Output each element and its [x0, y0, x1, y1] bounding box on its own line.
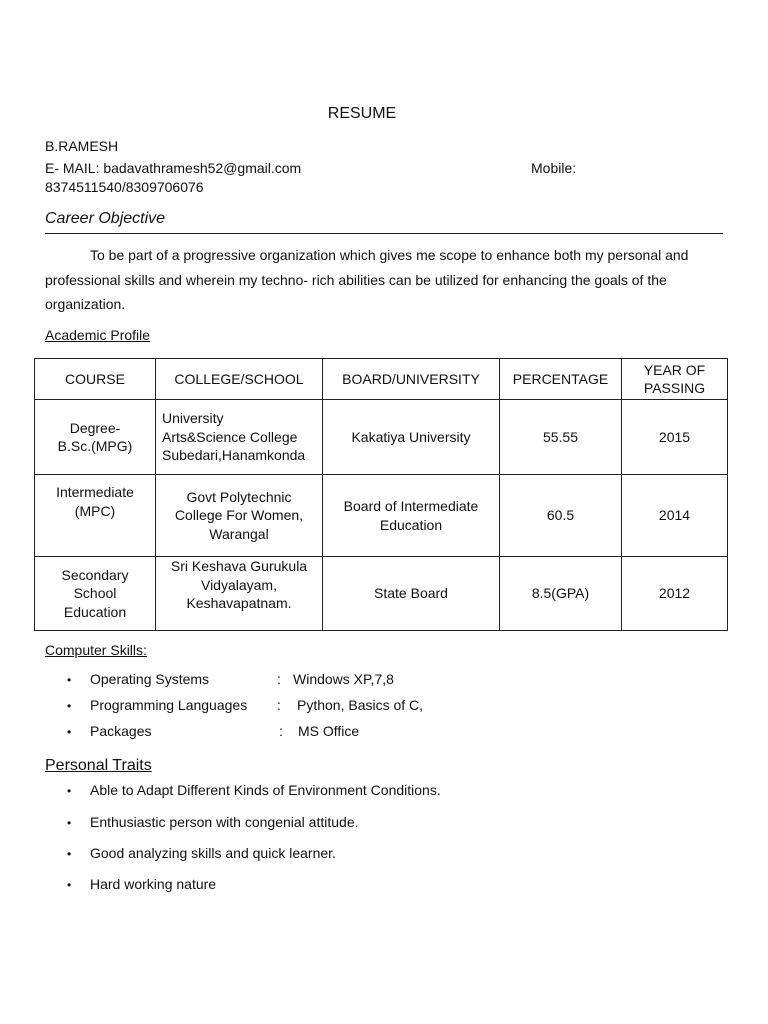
trait-item: Enthusiastic person with congenial attitude. [90, 814, 359, 830]
trait-item: Good analyzing skills and quick learner. [90, 845, 336, 861]
skill-value: Python, Basics of C, [297, 697, 424, 713]
college-cell: Govt Polytechnic College For Women, Warangal [156, 475, 323, 557]
bullet-icon: • [67, 816, 72, 830]
percentage-cell: 55.55 [500, 400, 622, 475]
header-board: BOARD/UNIVERSITY [323, 359, 500, 400]
trait-item: Able to Adapt Different Kinds of Environment Conditions. [90, 782, 441, 798]
college-cell: Sri Keshava Gurukula Vidyalayam, Keshavapatnam. [156, 557, 323, 631]
table-row [35, 557, 728, 631]
year-cell: 2012 [622, 557, 728, 631]
table-row [35, 400, 728, 475]
skill-label: Programming Languages [90, 697, 248, 713]
course-cell: Secondary School Education [35, 557, 156, 631]
board-cell: State Board [323, 557, 500, 631]
header-course: COURSE [35, 359, 156, 400]
academic-table [34, 358, 728, 631]
email-line: E- MAIL: badavathramesh52@gmail.com [45, 160, 302, 176]
year-cell: 2014 [622, 475, 728, 557]
course-cell: Degree- B.Sc.(MPG) [35, 400, 156, 475]
mobile-label: Mobile: [531, 160, 577, 176]
table-header-row [35, 359, 728, 400]
bullet-icon: • [67, 878, 72, 892]
bullet-icon: • [67, 725, 72, 739]
skill-label: Operating Systems [90, 671, 210, 687]
percentage-cell: 60.5 [500, 475, 622, 557]
header-year: YEAR OF PASSING [622, 359, 728, 400]
header-percentage: PERCENTAGE [500, 359, 622, 400]
computer-skills-heading: Computer Skills: [45, 642, 147, 658]
skill-label: Packages [90, 723, 152, 739]
skill-value: Windows XP,7,8 [293, 671, 394, 687]
table-row [35, 475, 728, 557]
college-cell: University Arts&Science College Subedari,Hanamkonda [156, 400, 323, 475]
career-objective-text: To be part of a progressive organization which gives me scope to enhance both my personal and professional skills and wherein my techno- rich abilities can be utilized for enhancing the goals of the organization. [45, 247, 689, 312]
bullet-icon: • [67, 847, 72, 861]
personal-traits-heading: Personal Traits [45, 757, 152, 774]
bullet-icon: • [67, 699, 72, 713]
trait-item: Hard working nature [90, 876, 217, 892]
academic-profile-heading: Academic Profile [45, 327, 151, 343]
bullet-icon: • [67, 784, 72, 798]
year-cell: 2015 [622, 400, 728, 475]
document-title: RESUME [327, 105, 397, 122]
skill-colon: : [277, 697, 281, 713]
percentage-cell: 8.5(GPA) [500, 557, 622, 631]
skill-colon: : [277, 671, 281, 687]
board-cell: Board of Intermediate Education [323, 475, 500, 557]
career-objective-heading: Career Objective [45, 210, 166, 227]
course-cell: Intermediate (MPC) [35, 475, 156, 557]
mobile-numbers: 8374511540/8309706076 [45, 179, 204, 195]
skill-colon: : [279, 723, 283, 739]
skill-value: MS Office [298, 723, 360, 739]
header-college: COLLEGE/SCHOOL [156, 359, 323, 400]
section-divider [45, 233, 723, 234]
board-cell: Kakatiya University [323, 400, 500, 475]
candidate-name: B.RAMESH [45, 138, 119, 154]
bullet-icon: • [67, 673, 72, 687]
